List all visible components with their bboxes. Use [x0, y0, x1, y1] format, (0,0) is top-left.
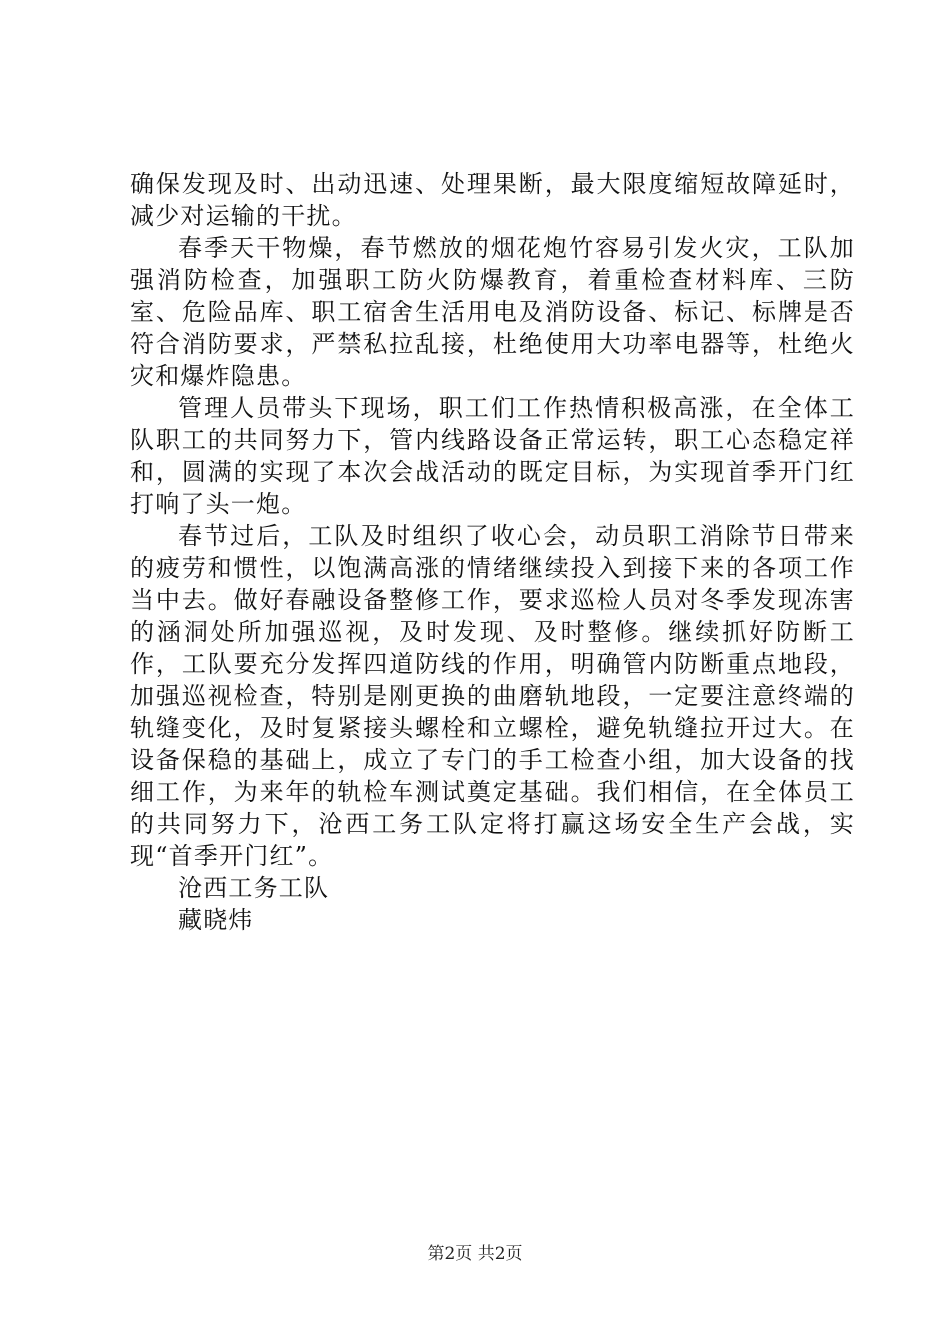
- signature-organization: 沧西工务工队: [178, 874, 330, 902]
- paragraph-management: 管理人员带头下现场，职工们工作热情积极高涨，在全体工队职工的共同努力下，管内线路设备正常运转，职工心态稳定祥和，圆满的实现了本次会战活动的既定目标，为实现首季开门红打响了头一炮。: [130, 394, 855, 518]
- paragraph-fire-safety: 春季天干物燥，春节燃放的烟花炮竹容易引发火灾，工队加强消防检查，加强职工防火防爆教育，着重检查材料库、三防室、危险品库、职工宿舍生活用电及消防设备、标记、标牌是否符合消防要求，严禁私拉乱接，杜绝使用大功率电器等，杜绝火灾和爆炸隐患。: [130, 234, 855, 390]
- signature-author: 藏晓炜: [178, 906, 254, 934]
- page-footer: [0, 1243, 950, 1265]
- document-body: [130, 168, 855, 936]
- page-number: 第2页 共2页: [427, 1244, 523, 1264]
- paragraph-continuation: 确保发现及时、出动迅速、处理果断，最大限度缩短故障延时，减少对运输的干扰。: [130, 170, 855, 230]
- paragraph-after-festival: 春节过后，工队及时组织了收心会，动员职工消除节日带来的疲劳和惯性，以饱满高涨的情绪继续投入到接下来的各项工作当中去。做好春融设备整修工作，要求巡检人员对冬季发现冻害的涵洞处所加强巡视，及时发现、及时整修。继续抓好防断工作，工队要充分发挥四道防线的作用，明确管内防断重点地段，加强巡视检查，特别是刚更换的曲磨轨地段，一定要注意终端的轨缝变化，及时复紧接头螺栓和立螺栓，避免轨缝拉开过大。在设备保稳的基础上，成立了专门的手工检查小组，加大设备的找细工作，为来年的轨检车测试奠定基础。我们相信，在全体员工的共同努力下，沧西工务工队定将打赢这场安全生产会战，实现“首季开门红”。: [130, 522, 855, 870]
